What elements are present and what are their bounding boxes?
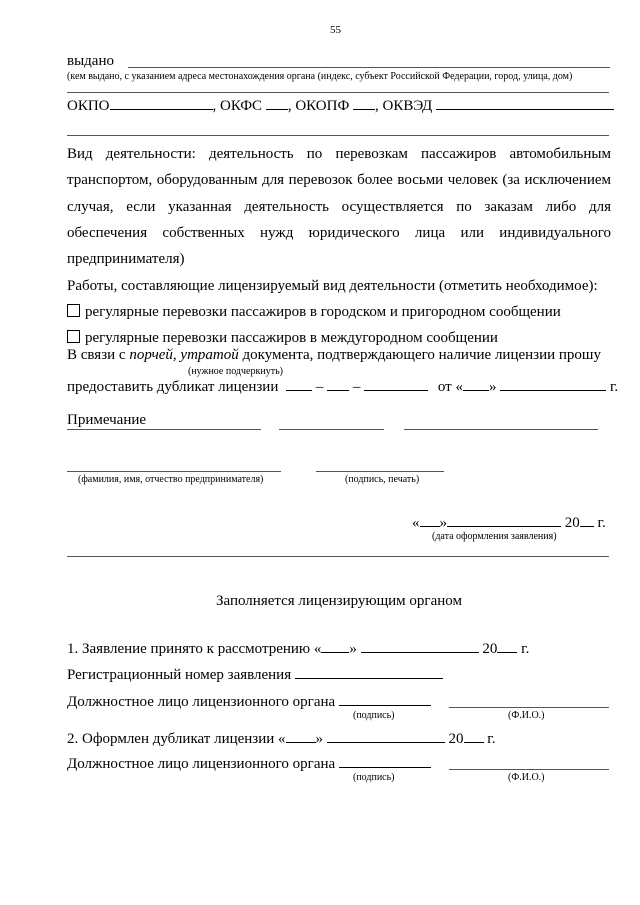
codes-row — [67, 97, 614, 115]
official-title: Заполняется лицензирующим органом — [216, 593, 462, 609]
dash-1: – — [315, 379, 324, 395]
reg-label: Регистрационный номер заявления — [67, 667, 292, 683]
section-divider — [67, 556, 609, 557]
works-option-1-label: регулярные перевозки пассажиров в городском и пригородном сообщении — [85, 304, 561, 320]
officer-2-fio-field[interactable] — [449, 769, 609, 770]
accepted-day-field[interactable] — [321, 640, 349, 653]
okved-label: , ОКВЭД — [375, 98, 433, 114]
issued-close: » — [315, 731, 324, 747]
application-day-field[interactable] — [420, 514, 440, 527]
works-heading: Работы, составляющие лицензируемый вид деятельности (отметить необходимое): — [67, 278, 598, 294]
date-open: « — [412, 515, 420, 531]
application-month-field[interactable] — [447, 514, 561, 527]
request-damage-options[interactable]: порчей, утратой — [129, 347, 239, 363]
issued-field[interactable] — [128, 67, 610, 68]
officer-1-row — [67, 693, 431, 711]
fio-hint: (фамилия, имя, отчество предпринимателя) — [78, 474, 264, 485]
issued-duplicate-label: 2. Оформлен дубликат лицензии « — [67, 731, 286, 747]
issued-g: г. — [487, 731, 496, 747]
officer-2-row — [67, 755, 431, 773]
works-option-1[interactable] — [67, 304, 561, 321]
from-label: от « — [437, 379, 463, 395]
okfs-field[interactable] — [266, 97, 288, 110]
accepted-month-field[interactable] — [361, 640, 479, 653]
accepted-year-field[interactable] — [497, 640, 517, 653]
reg-number-field[interactable] — [295, 666, 443, 679]
duplicate-label: предоставить дубликат лицензии — [67, 379, 279, 395]
sign-hint: (подпись, печать) — [345, 474, 420, 485]
sign-hint-2: (подпись) — [353, 772, 395, 783]
request-line — [67, 347, 601, 364]
license-part-field[interactable] — [327, 378, 349, 391]
note-field-2[interactable] — [279, 429, 384, 430]
officer-2-label: Должностное лицо лицензионного органа — [67, 756, 336, 772]
application-date-row — [412, 514, 606, 532]
officer-1-fio-field[interactable] — [449, 707, 609, 708]
date-g: г. — [597, 515, 606, 531]
okopf-label: , ОКОПФ — [287, 98, 350, 114]
fio-hint-2: (Ф.И.О.) — [508, 772, 545, 783]
okpo-field[interactable] — [110, 97, 213, 110]
request-suffix: документа, подтверждающего наличие лицензии прошу — [238, 347, 601, 363]
license-day-field[interactable] — [463, 378, 489, 391]
note-field-1[interactable] — [67, 429, 261, 430]
issued-row — [67, 730, 496, 748]
date-close: » — [439, 515, 447, 531]
date-hint: (дата оформления заявления) — [432, 531, 557, 542]
checkbox-city[interactable] — [67, 304, 80, 317]
dash-2: – — [352, 379, 361, 395]
issued-day-field[interactable] — [286, 730, 316, 743]
issued-year: 20 — [448, 731, 464, 747]
accepted-close: » — [349, 641, 357, 657]
issued-month-field[interactable] — [327, 730, 445, 743]
note-label: Примечание — [67, 412, 147, 428]
issued-label: выдано — [67, 53, 114, 69]
works-option-2-label: регулярные перевозки пассажиров в междугородном сообщении — [85, 330, 498, 346]
note-field-3[interactable] — [404, 429, 598, 430]
fio-hint-1: (Ф.И.О.) — [508, 710, 545, 721]
okopf-field[interactable] — [353, 97, 375, 110]
license-series-field[interactable] — [286, 378, 312, 391]
codes-extra-line[interactable] — [67, 135, 609, 136]
fio-field[interactable] — [67, 471, 281, 472]
issued-field-line2[interactable] — [67, 92, 609, 93]
application-year-field[interactable] — [580, 514, 594, 527]
activity-line-1: Вид деятельности: деятельность по перевозкам пассажиров автомобильным — [67, 146, 611, 162]
activity-line-5: предпринимателя) — [67, 251, 185, 267]
officer-2-signature-field[interactable] — [339, 755, 431, 768]
activity-line-2: транспортом, оборудованным для перевозок более восьми человек (за исключением — [67, 172, 611, 188]
year-suffix: г. — [609, 379, 619, 395]
accepted-year: 20 — [482, 641, 498, 657]
activity-line-4: обеспечения собственных нужд юридического лица или индивидуального — [67, 225, 611, 241]
okfs-label: , ОКФС — [212, 98, 263, 114]
request-prefix: В связи с — [67, 347, 130, 363]
accepted-label: 1. Заявление принято к рассмотрению « — [67, 641, 322, 657]
works-option-2[interactable] — [67, 330, 498, 347]
quote-close: » — [488, 379, 497, 395]
sign-hint-1: (подпись) — [353, 710, 395, 721]
accepted-g: г. — [521, 641, 530, 657]
accepted-row — [67, 640, 529, 658]
license-month-field[interactable] — [500, 378, 606, 391]
issued-year-field[interactable] — [464, 730, 484, 743]
issued-hint: (кем выдано, с указанием адреса местонахождения органа (индекс, субъект Российской Федерации, город, улица, дом) — [67, 71, 573, 82]
page-number: 55 — [330, 24, 341, 36]
checkbox-intercity[interactable] — [67, 330, 80, 343]
activity-line-3: случая, если указанная деятельность осуществляется по заказам либо для — [67, 199, 611, 215]
reg-row — [67, 666, 443, 684]
duplicate-row — [67, 378, 618, 396]
underline-hint: (нужное подчеркнуть) — [188, 366, 283, 377]
signature-field[interactable] — [316, 471, 444, 472]
license-number-field[interactable] — [364, 378, 428, 391]
okved-field[interactable] — [436, 97, 614, 110]
date-year: 20 — [564, 515, 580, 531]
okpo-label: ОКПО — [67, 98, 110, 114]
officer-1-label: Должностное лицо лицензионного органа — [67, 694, 336, 710]
officer-1-signature-field[interactable] — [339, 693, 431, 706]
